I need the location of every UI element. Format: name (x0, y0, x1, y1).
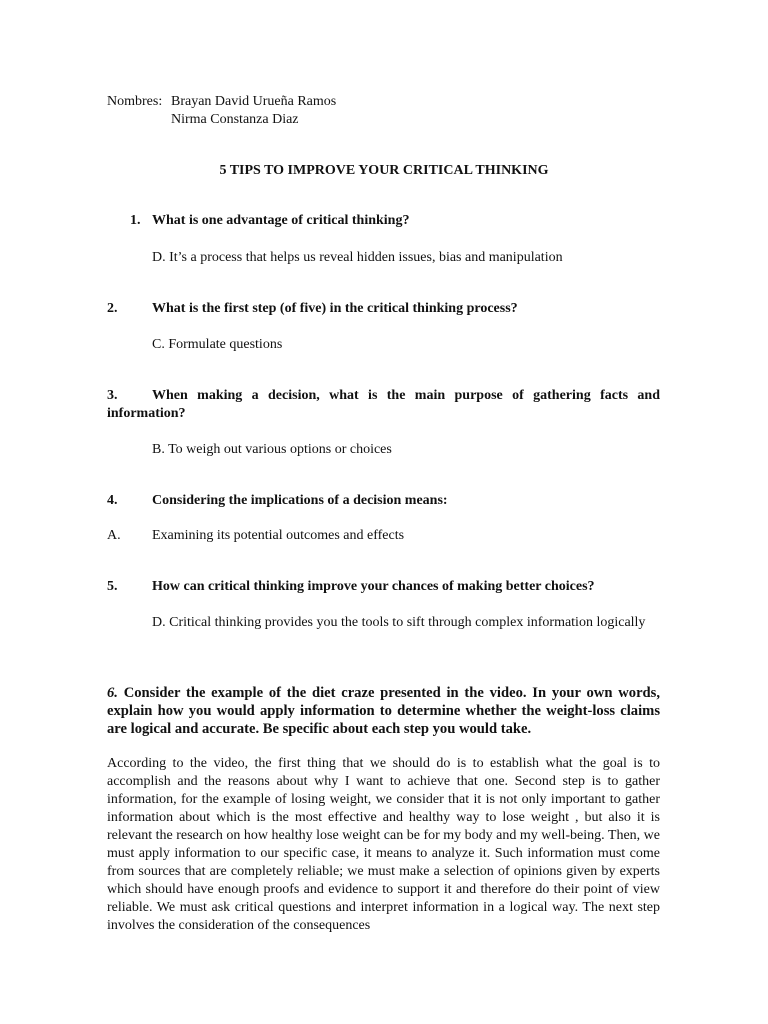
question-number: 3. (107, 388, 118, 403)
question-number: 1. (130, 213, 141, 228)
document-title: 5 TIPS TO IMPROVE YOUR CRITICAL THINKING (219, 163, 549, 178)
answer-3: B. To weigh out various options or choices (152, 442, 392, 457)
question-text: How can critical thinking improve your chances of making better choices? (152, 579, 595, 594)
answer-5: D. Critical thinking provides you the tools to sift through complex information logically (152, 615, 646, 630)
answer-2: C. Formulate questions (152, 337, 283, 352)
answer-text: Examining its potential outcomes and effects (152, 528, 405, 543)
author-name-2: Nirma Constanza Diaz (171, 112, 299, 127)
answer-4 (107, 527, 404, 545)
author-name-1: Brayan David Urueña Ramos (171, 94, 337, 109)
question-number: 4. (107, 493, 118, 508)
question-number: 5. (107, 579, 118, 594)
question-2 (107, 300, 518, 318)
question-text: Considering the implications of a decision means: (152, 493, 448, 508)
question-1 (130, 212, 409, 230)
question-number: 2. (107, 301, 118, 316)
question-text: What is one advantage of critical thinking? (152, 213, 410, 228)
answer-letter: A. (107, 528, 121, 543)
names-label: Nombres: (107, 94, 163, 109)
question-number: 6. (107, 685, 118, 701)
author-names (107, 93, 336, 129)
question-5 (107, 578, 595, 596)
question-text: When making a decision, what is the main purpose of gathering facts and information? (107, 388, 660, 421)
question-text: What is the first step (of five) in the critical thinking process? (152, 301, 518, 316)
answer-1: D. It’s a process that helps us reveal hidden issues, bias and manipulation (152, 250, 563, 265)
question-6 (107, 684, 660, 738)
question-4 (107, 492, 448, 510)
question-text: Consider the example of the diet craze presented in the video. In your own words, explain how you would apply information to determine whether the weight-loss claims are logical and accurate. Be specific about each step you would take. (107, 685, 660, 737)
answer-6-paragraph: According to the video, the first thing that we should do is to establish what the goal is to accomplish and the reasons about why I want to achieve that one. Second step is to gather information, for the example of losing weight, we consider that it is not only important to gather information about which is the most effective and healthy way to lose weight , but also it is relevant the research on how healthy lose weight can be for my body and my well-being. Then, we must apply information to our specific case, it means to analyze it. Such information must come from sources that are completely reliable; we must make a selection of opinions given by experts which should have enough proofs and evidence to support it and therefore do their point of view reliable. We must ask critical questions and interpret information in a logical way. The next step involves the consideration of the consequences (107, 756, 660, 933)
question-3 (107, 387, 660, 423)
